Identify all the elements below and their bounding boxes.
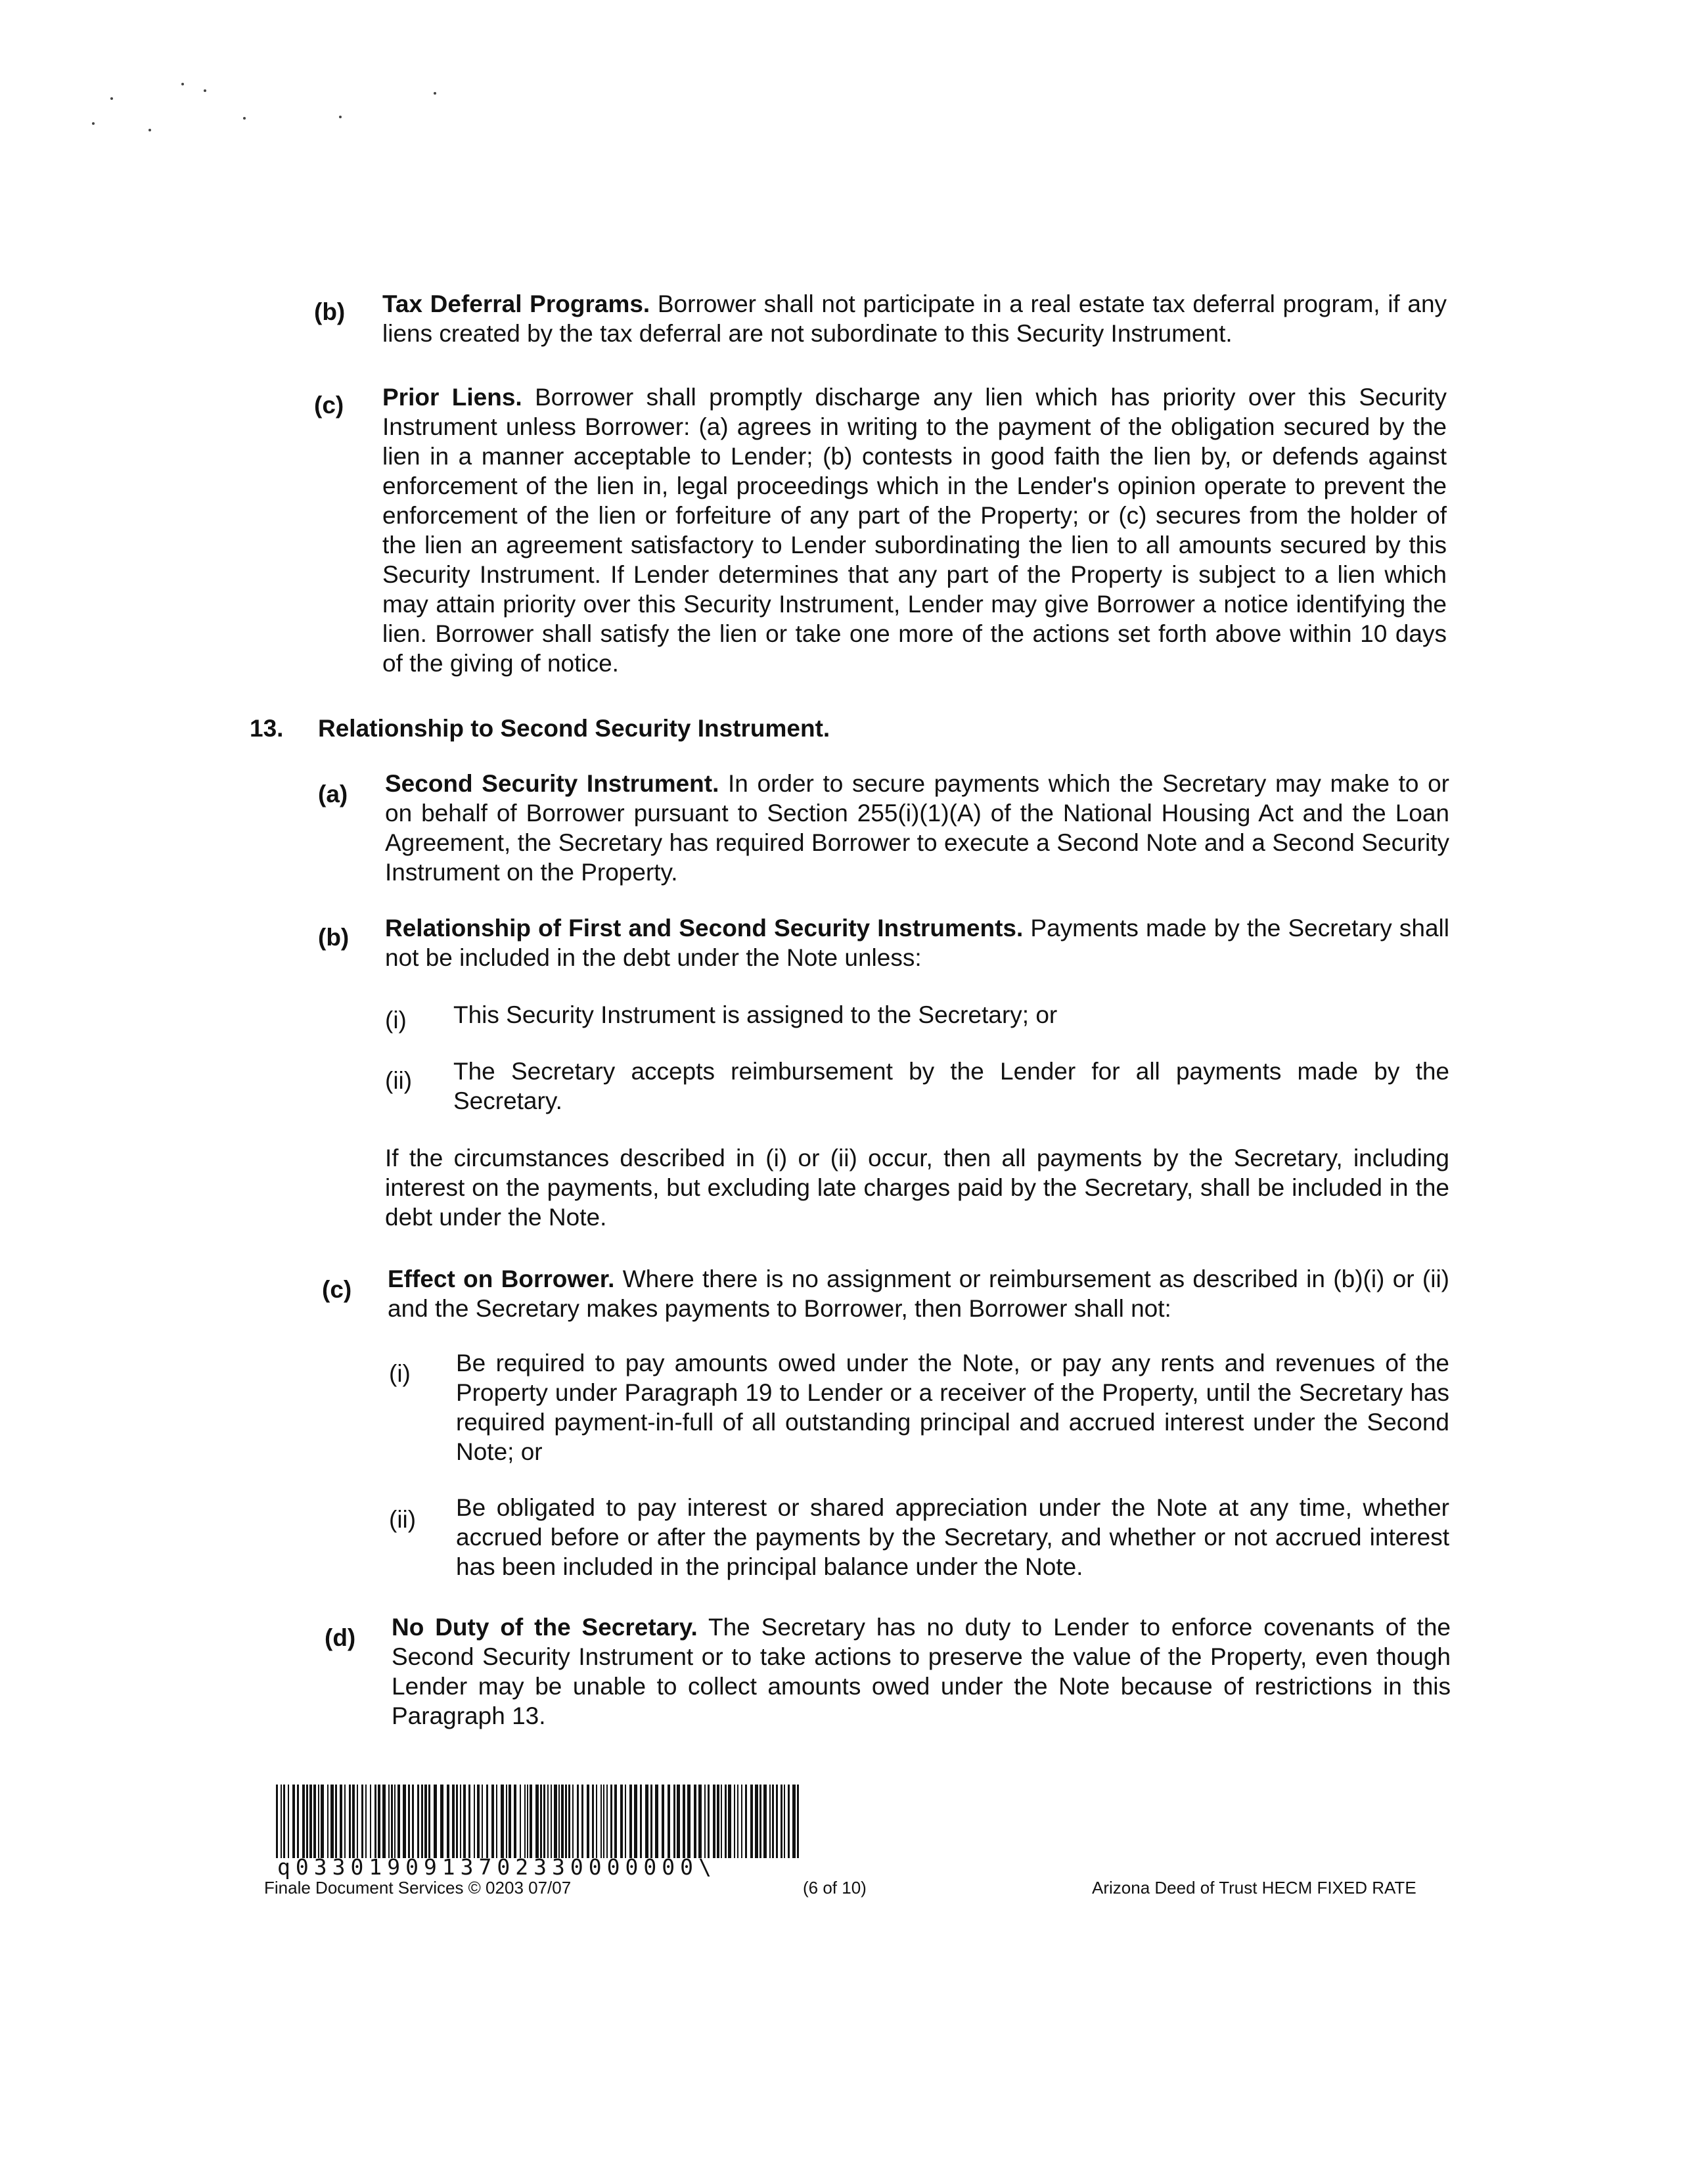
barcode-bar: [321, 1785, 324, 1858]
footer-page-number: (6 of 10): [803, 1878, 867, 1898]
barcode-bar: [704, 1785, 706, 1858]
barcode-bar: [509, 1785, 511, 1858]
item-13d-label: (d): [325, 1624, 356, 1651]
barcode-bar: [408, 1785, 410, 1858]
barcode-bar: [524, 1785, 526, 1858]
barcode-bar: [394, 1785, 396, 1858]
barcode-bar: [297, 1785, 299, 1858]
barcode-bar: [769, 1785, 771, 1858]
item-13b-closing: If the circumstances described in (i) or (ii) occur, then all payments by the Secretary, including interest on the payments, but excluding late charges paid by the Secretary, shall be included in the debt under the Note.: [385, 1145, 1449, 1231]
barcode-bar: [412, 1785, 414, 1858]
item-13c-ii-label: (ii): [389, 1506, 417, 1533]
barcode-bar: [434, 1785, 437, 1858]
barcode-bar: [668, 1785, 670, 1858]
item-13c-i-text: Be required to pay amounts owed under the Note, or pay any rents and revenues of the Property under Paragraph 19 to Lender or a receiver of the Property, until the Secretary has required payment-in-full of all outstanding principal and accrued interest under the Second Note; or: [456, 1350, 1449, 1465]
barcode-bar: [625, 1785, 626, 1858]
barcode-bar: [382, 1785, 386, 1858]
barcode-bar: [650, 1785, 652, 1858]
item-13c-i-label: (i): [389, 1360, 411, 1387]
barcode-bar: [687, 1785, 691, 1858]
item-13a-text: In order to secure payments which the Secretary may make to or on behalf of Borrower pursuant to Section 255(i)(1)(A) of the National Housing Act and the Loan Agreement, the Secretary has required Borrower to execute a Second Note and a Second Security Instrument on the Property.: [385, 770, 1450, 886]
barcode-bar: [620, 1785, 623, 1858]
barcode-bar: [587, 1785, 589, 1858]
barcode-bar: [374, 1785, 376, 1858]
barcode-bar: [581, 1785, 583, 1858]
barcode-bar: [629, 1785, 632, 1858]
barcode-bar: [772, 1785, 774, 1858]
item-c-prior-liens: [382, 382, 1447, 678]
barcode-bar: [391, 1785, 393, 1858]
barcode-bar: [357, 1785, 358, 1858]
barcode-bar: [737, 1785, 738, 1858]
barcode-bar: [417, 1785, 419, 1858]
barcode-bar: [403, 1785, 406, 1858]
barcode-bar: [698, 1785, 702, 1858]
barcode-bar: [645, 1785, 648, 1858]
barcode-bar: [527, 1785, 528, 1858]
barcode-bar: [397, 1785, 400, 1858]
barcode-bar: [551, 1785, 552, 1858]
barcode-bar: [276, 1785, 278, 1858]
barcode-bar: [634, 1785, 637, 1858]
item-b-label: (b): [314, 298, 346, 325]
barcode-bar: [603, 1785, 604, 1858]
barcode-bar: [460, 1785, 461, 1858]
barcode-bar: [655, 1785, 658, 1858]
barcode-bar: [378, 1785, 380, 1858]
barcode-bar: [440, 1785, 443, 1858]
barcode-bar: [610, 1785, 612, 1858]
item-13b-relationship: [385, 913, 1449, 972]
barcode-bar: [577, 1785, 579, 1858]
barcode-bar: [755, 1785, 758, 1858]
barcode-bar: [565, 1785, 567, 1858]
item-13d-no-duty: [392, 1612, 1451, 1731]
barcode-bar: [318, 1785, 319, 1858]
barcode-bar: [606, 1785, 608, 1858]
barcode-bar: [283, 1785, 285, 1858]
barcode-bar: [596, 1785, 597, 1858]
barcode-bar: [540, 1785, 542, 1858]
barcode-bar: [662, 1785, 664, 1858]
barcode-bar: [496, 1785, 497, 1858]
barcode-bar: [361, 1785, 363, 1858]
barcode-bar: [477, 1785, 480, 1858]
barcode-bar: [561, 1785, 564, 1858]
barcode-bar: [463, 1785, 466, 1858]
barcode-bar: [474, 1785, 475, 1858]
barcode-bar: [788, 1785, 790, 1858]
item-c-label: (c): [314, 392, 344, 419]
barcode-bar: [292, 1785, 295, 1858]
barcode-bar: [543, 1785, 545, 1858]
barcode-bar: [424, 1785, 427, 1858]
barcode-bar: [572, 1785, 574, 1858]
barcode-bar: [600, 1785, 602, 1858]
item-b-title: Tax Deferral Programs.: [382, 290, 650, 317]
barcode-bar: [335, 1785, 337, 1858]
item-13b-text: Payments made by the Secretary shall not be included in the debt under the Note unless:: [385, 915, 1449, 971]
barcode-bar: [370, 1785, 371, 1858]
barcode-bar: [447, 1785, 449, 1858]
barcode-bar: [797, 1785, 799, 1858]
barcode-bar: [535, 1785, 539, 1858]
barcode-bar: [592, 1785, 594, 1858]
item-13b-title: Relationship of First and Second Security Instruments.: [385, 915, 1024, 942]
item-b-tax-deferral: [382, 289, 1447, 348]
barcode-bar: [547, 1785, 549, 1858]
barcode-bar: [302, 1785, 305, 1858]
item-13c-effect-on-borrower: [388, 1264, 1449, 1323]
barcode-bar: [694, 1785, 696, 1858]
barcode-bar: [520, 1785, 521, 1858]
barcode-bar: [784, 1785, 785, 1858]
item-13c-label: (c): [322, 1276, 352, 1303]
barcode-bar: [388, 1785, 390, 1858]
item-13b-ii-text: The Secretary accepts reimbursement by the Lender for all payments made by the Secretary.: [453, 1058, 1449, 1114]
item-13b-label: (b): [318, 924, 350, 951]
item-13c-text: Where there is no assignment or reimbursement as described in (b)(i) or (ii) and the Secretary makes payments to Borrower, then Borrower shall not:: [388, 1265, 1450, 1322]
footer-copyright: Finale Document Services © 0203 07/07: [264, 1878, 572, 1898]
barcode-bar: [288, 1785, 289, 1858]
barcode-bar: [781, 1785, 782, 1858]
barcode-bar: [456, 1785, 458, 1858]
barcode-bar: [614, 1785, 617, 1858]
barcode-bar: [365, 1785, 367, 1858]
barcode-bar: [327, 1785, 328, 1858]
barcode-bar: [728, 1785, 731, 1858]
barcode-bar: [725, 1785, 727, 1858]
item-b-text: Borrower shall not participate in a real estate tax deferral program, if any liens created by the tax deferral are not subordinate to this Security Instrument.: [382, 290, 1447, 347]
item-13d-title: No Duty of the Secretary.: [392, 1614, 698, 1641]
barcode-bar: [683, 1785, 685, 1858]
barcode-bar: [344, 1785, 346, 1858]
item-13b-ii-label: (ii): [385, 1067, 413, 1094]
item-13c-title: Effect on Borrower.: [388, 1265, 615, 1292]
barcode-bar: [468, 1785, 470, 1858]
section-13-number: 13.: [250, 715, 284, 742]
barcode-bar: [506, 1785, 507, 1858]
barcode-bar: [421, 1785, 423, 1858]
barcode-bar: [309, 1785, 312, 1858]
barcode-bar: [501, 1785, 504, 1858]
barcode-bar: [514, 1785, 516, 1858]
barcode-bar: [306, 1785, 308, 1858]
barcode-bar: [763, 1785, 767, 1858]
item-c-text: Borrower shall promptly discharge any lien which has priority over this Security Instrument unless Borrower: (a) agrees in writing to the payment of the obligation secured by the lien in a manner acceptable to Lender; (b) contests in good faith the lien by, or defends against enforcement of the lien in, legal proceedings which in the Lender's opinion operate to prevent the enforcement of the lien or forfeiture of any part of the Property; or (c) secures from the holder of the lien an agreement satisfactory to Lender subordinating the lien to all amounts secured by this Security Instrument. If Lender determines that any part of the Property is subject to a lien which may attain priority over this Security Instrument, Lender may give Borrower a notice identifying the lien. Borrower shall satisfy the lien or take one more of the actions set forth above within 10 days of the giving of notice.: [382, 384, 1447, 677]
barcode: [276, 1785, 802, 1858]
barcode-bar: [330, 1785, 334, 1858]
item-13b-i-text: This Security Instrument is assigned to the Secretary; or: [453, 1001, 1058, 1028]
item-13a-second-security-instrument: [385, 769, 1449, 887]
barcode-bar: [734, 1785, 735, 1858]
barcode-bar: [745, 1785, 747, 1858]
barcode-bar: [792, 1785, 796, 1858]
footer-document-type: Arizona Deed of Trust HECM FIXED RATE: [1092, 1878, 1416, 1898]
barcode-bar: [340, 1785, 342, 1858]
item-13c-ii-text: Be obligated to pay interest or shared appreciation under the Note at any time, whether accrued before or after the payments by the Secretary, and whether or not accrued interest has been included in the principal balance under the Note.: [456, 1494, 1449, 1580]
barcode-bar: [741, 1785, 742, 1858]
barcode-bar: [554, 1785, 557, 1858]
barcode-bar: [349, 1785, 351, 1858]
item-13b-i-label: (i): [385, 1007, 407, 1034]
item-c-title: Prior Liens.: [382, 384, 522, 411]
barcode-bar: [428, 1785, 430, 1858]
barcode-bar: [452, 1785, 455, 1858]
barcode-bar: [717, 1785, 719, 1858]
barcode-bar: [721, 1785, 722, 1858]
barcode-bar: [568, 1785, 570, 1858]
barcode-bar: [708, 1785, 710, 1858]
barcode-bar: [281, 1785, 282, 1858]
section-13-title: Relationship to Second Security Instrument.: [318, 715, 830, 742]
barcode-bar: [640, 1785, 642, 1858]
barcode-bar: [482, 1785, 483, 1858]
barcode-bar: [352, 1785, 355, 1858]
barcode-bar: [530, 1785, 532, 1858]
item-13a-title: Second Security Instrument.: [385, 770, 719, 797]
barcode-bar: [558, 1785, 560, 1858]
barcode-text: q0330190913702330000000\: [277, 1854, 717, 1880]
barcode-bar: [313, 1785, 316, 1858]
barcode-bar: [673, 1785, 675, 1858]
barcode-bar: [713, 1785, 715, 1858]
barcode-bar: [677, 1785, 680, 1858]
barcode-bar: [750, 1785, 753, 1858]
barcode-bar: [486, 1785, 488, 1858]
barcode-bar: [759, 1785, 761, 1858]
item-13d-text: The Secretary has no duty to Lender to enforce covenants of the Second Security Instrument or to take actions to preserve the value of the Property, even though Lender may be unable to collect amounts owed under the Note because of restrictions in this Paragraph 13.: [392, 1614, 1451, 1729]
barcode-bar: [776, 1785, 778, 1858]
item-13a-label: (a): [318, 781, 348, 808]
barcode-bar: [491, 1785, 494, 1858]
